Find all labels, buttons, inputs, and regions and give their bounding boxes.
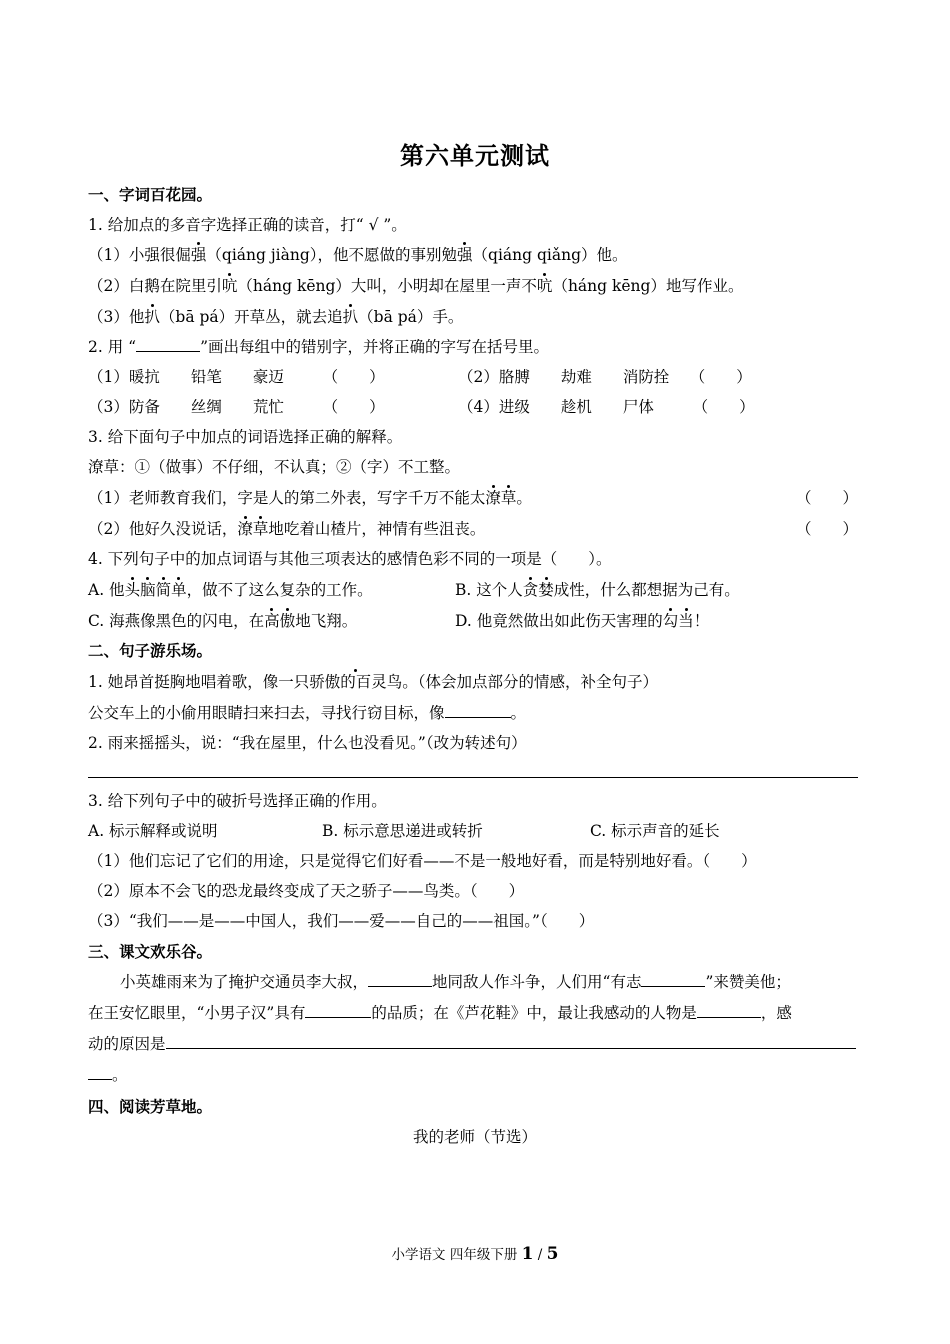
s3-paragraph-line-3: 动的原因是 bbox=[88, 1033, 856, 1055]
blank-line bbox=[641, 972, 705, 987]
reading-title: 我的老师（节选） bbox=[412, 1128, 537, 1146]
q1-line-2: （2）白鹅在院里引吭（háng kēng）大叫，小明却在屋里一声不吭（háng kēng）地写作业。 bbox=[88, 277, 744, 295]
section-1-heading: 一、字词百花园。 bbox=[88, 185, 213, 204]
q3-definition: 潦草：①（做事）不仔细，不认真；②（字）不工整。 bbox=[88, 458, 461, 476]
section-2-heading: 二、句子游乐场。 bbox=[88, 641, 213, 660]
page-number: 1 bbox=[521, 1244, 534, 1264]
blank-line bbox=[166, 1034, 856, 1049]
blank-line bbox=[305, 1003, 371, 1018]
s2-q3-option-b: B. 标示意思递进或转折 bbox=[322, 822, 483, 840]
s2-q2-stem: 2. 雨来摇摇头，说：“我在屋里，什么也没看见。”（改为转述句） bbox=[88, 734, 527, 752]
answer-line bbox=[88, 777, 858, 778]
s2-q1-completion: 公交车上的小偷用眼睛扫来扫去，寻找行窃目标，像 。 bbox=[88, 704, 527, 722]
s3-paragraph-line-4: 。 bbox=[88, 1064, 128, 1086]
s2-q3-sentence-3: （3）“我们——是——中国人，我们——爱——自己的——祖国。”（ ） bbox=[88, 912, 595, 930]
s3-paragraph-line-1: 小英雄雨来为了掩护交通员李大叔， 地同敌人作斗争，人们用“有志 ”来赞美他； bbox=[120, 973, 791, 991]
blank-line bbox=[445, 703, 511, 718]
q2-group-4: （4）进级 趁机 尸体 （ ） bbox=[458, 398, 755, 416]
blank-line bbox=[136, 337, 200, 352]
s2-q3-sentence-2: （2）原本不会飞的恐龙最终变成了天之骄子——鸟类。（ ） bbox=[88, 882, 525, 900]
q3-answer-blank-2: （ ） bbox=[796, 520, 859, 538]
q4-option-c: C. 海燕像黑色的闪电，在高傲地飞翔。 bbox=[88, 612, 358, 630]
s2-q3-option-c: C. 标示声音的延长 bbox=[590, 822, 720, 840]
q4-option-d: D. 他竟然做出如此伤天害理的勾当！ bbox=[455, 612, 710, 630]
s2-q1-sentence: 1. 她昂首挺胸地唱着歌，像一只骄傲的百灵鸟。（体会加点部分的情感，补全句子） bbox=[88, 673, 658, 691]
s2-q3-sentence-1: （1）他们忘记了它们的用途，只是觉得它们好看——不是一般地好看，而是特别地好看。（ ） bbox=[88, 852, 757, 870]
q1-line-1: （1）小强很倔强（qiáng jiàng），他不愿做的事别勉强（qiáng qiǎng）他。 bbox=[88, 246, 628, 264]
q1-line-3: （3）他扒（bā pá）开草丛，就去追扒（bā pá）手。 bbox=[88, 308, 464, 326]
s3-paragraph-line-2: 在王安忆眼里，“小男子汉”具有 的品质；在《芦花鞋》中，最让我感动的人物是 ，感 bbox=[88, 1004, 792, 1022]
page-title: 第六单元测试 bbox=[400, 141, 550, 170]
q4-option-b: B. 这个人贪婪成性，什么都想据为己有。 bbox=[455, 581, 740, 599]
q3-answer-blank-1: （ ） bbox=[796, 489, 859, 507]
q3-stem: 3. 给下面句子中加点的词语选择正确的解释。 bbox=[88, 428, 403, 446]
blank-line bbox=[697, 1003, 761, 1018]
s2-q3-option-a: A. 标示解释或说明 bbox=[88, 822, 218, 840]
page-footer bbox=[0, 1243, 950, 1264]
page-separator: / bbox=[533, 1247, 547, 1263]
section-3-heading: 三、课文欢乐谷。 bbox=[88, 942, 213, 961]
q3-line-1: （1）老师教育我们，字是人的第二外表，写字千万不能太潦草。 bbox=[88, 489, 532, 507]
blank-line bbox=[88, 1065, 112, 1080]
q2-group-3: （3）防备 丝绸 荒忙 （ ） bbox=[88, 398, 385, 416]
q2-group-2: （2）胳膊 劫难 消防拴 （ ） bbox=[458, 368, 752, 386]
q2-stem: 2. 用 “ ”画出每组中的错别字，并将正确的字写在括号里。 bbox=[88, 338, 550, 356]
q1-stem: 1. 给加点的多音字选择正确的读音，打“ √ ”。 bbox=[88, 216, 407, 234]
q3-line-2: （2）他好久没说话，潦草地吃着山楂片，神情有些沮丧。 bbox=[88, 520, 486, 538]
q4-option-a: A. 他头脑简单，做不了这么复杂的工作。 bbox=[88, 581, 373, 599]
section-4-heading: 四、阅读芳草地。 bbox=[88, 1097, 213, 1116]
footer-label: 小学语文 四年级下册 bbox=[391, 1247, 518, 1263]
blank-line bbox=[368, 972, 432, 987]
page-total: 5 bbox=[546, 1244, 559, 1264]
s2-q3-stem: 3. 给下列句子中的破折号选择正确的作用。 bbox=[88, 792, 387, 810]
q4-stem: 4. 下列句子中的加点词语与其他三项表达的感情色彩不同的一项是（ ）。 bbox=[88, 550, 612, 568]
q2-group-1: （1）暖抗 铅笔 豪迈 （ ） bbox=[88, 368, 385, 386]
